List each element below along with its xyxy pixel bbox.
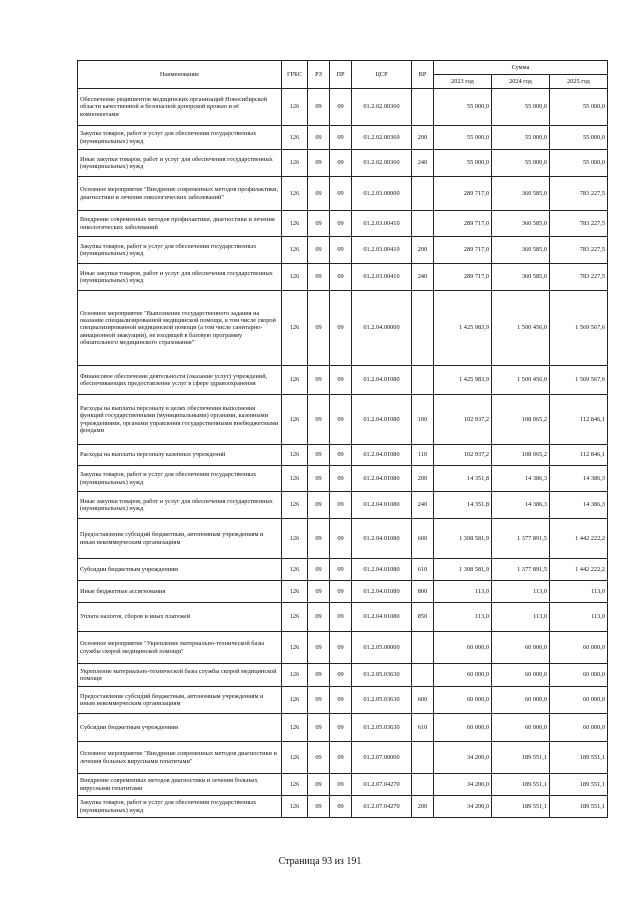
cell-csr: 01.2.04.01080 [352, 581, 412, 603]
cell-grbs: 126 [282, 519, 308, 559]
cell-grbs: 126 [282, 211, 308, 237]
cell-pr: 09 [330, 774, 352, 796]
cell-csr: 01.2.07.00000 [352, 742, 412, 774]
cell-y2025: 60 000,0 [550, 664, 608, 687]
header-year-2025: 2025 год [550, 75, 608, 89]
cell-csr: 01.2.03.00410 [352, 237, 412, 264]
cell-name: Внедрение современных методов профилактики, диагностики и лечения онкологических заболеваний [78, 211, 282, 237]
cell-csr: 01.2.05.03630 [352, 687, 412, 714]
cell-grbs: 126 [282, 714, 308, 742]
cell-grbs: 126 [282, 366, 308, 395]
cell-pr: 09 [330, 395, 352, 445]
cell-y2023: 14 351,8 [434, 492, 492, 519]
header-grbs: ГРБС [282, 61, 308, 89]
cell-grbs: 126 [282, 466, 308, 492]
cell-rz: 09 [308, 445, 330, 466]
cell-y2025: 783 227,5 [550, 264, 608, 291]
cell-rz: 09 [308, 774, 330, 796]
cell-name: Расходы на выплаты персоналу казенных учреждений [78, 445, 282, 466]
cell-grbs: 126 [282, 150, 308, 177]
cell-name: Предоставление субсидий бюджетным, автономным учреждениям и иным некоммерческим организациям [78, 519, 282, 559]
cell-vr [412, 774, 434, 796]
cell-y2024: 60 000,0 [492, 664, 550, 687]
cell-name: Финансовое обеспечение деятельности (оказание услуг) учреждений, обеспечивающих предоставление услуг в сфере здравоохранения [78, 366, 282, 395]
cell-y2023: 1 308 581,9 [434, 519, 492, 559]
cell-grbs: 126 [282, 264, 308, 291]
cell-vr [412, 291, 434, 366]
header-sum: Сумма [434, 61, 608, 75]
table-row [78, 466, 608, 492]
table-row [78, 796, 608, 818]
cell-pr: 09 [330, 366, 352, 395]
cell-y2025: 60 000,0 [550, 632, 608, 664]
cell-rz: 09 [308, 664, 330, 687]
cell-rz: 09 [308, 150, 330, 177]
cell-name: Расходы на выплаты персоналу в целях обеспечения выполнения функций государственными (муниципальными) органами, казенными учреждениями, органами управления государственными внебюджетными фондами [78, 395, 282, 445]
cell-y2023: 34 200,0 [434, 742, 492, 774]
cell-csr: 01.2.04.01080 [352, 395, 412, 445]
cell-vr: 600 [412, 519, 434, 559]
cell-csr: 01.2.05.00000 [352, 632, 412, 664]
cell-name: Закупка товаров, работ и услуг для обеспечения государственных (муниципальных) нужд [78, 466, 282, 492]
cell-pr: 09 [330, 603, 352, 632]
table-row [78, 126, 608, 150]
cell-y2024: 1 377 891,5 [492, 519, 550, 559]
cell-y2023: 55 000,0 [434, 126, 492, 150]
cell-y2024: 189 551,1 [492, 742, 550, 774]
cell-y2023: 55 000,0 [434, 150, 492, 177]
cell-csr: 01.2.02.00360 [352, 150, 412, 177]
cell-vr: 240 [412, 264, 434, 291]
cell-y2024: 360 585,0 [492, 264, 550, 291]
cell-pr: 09 [330, 687, 352, 714]
table-row [78, 237, 608, 264]
table-row [78, 632, 608, 664]
cell-y2025: 60 000,0 [550, 714, 608, 742]
cell-y2025: 14 386,3 [550, 466, 608, 492]
table-row [78, 519, 608, 559]
cell-grbs: 126 [282, 796, 308, 818]
cell-rz: 09 [308, 366, 330, 395]
cell-name: Основное мероприятие "Внедрение современных методов профилактики, диагностики и лечения онкологических заболеваний" [78, 177, 282, 211]
cell-y2024: 55 000,0 [492, 89, 550, 126]
cell-name: Основное мероприятие "Укрепление материально-технической базы службы скорой медицинской помощи" [78, 632, 282, 664]
cell-vr [412, 211, 434, 237]
cell-vr: 240 [412, 150, 434, 177]
cell-rz: 09 [308, 89, 330, 126]
cell-name: Основное мероприятие "Выполнение государственного задания на оказание специализированной медицинской помощи, в том числе скорой специализированной медицинской помощи (а том числе санитарно-авиационной эвакуации), не входящей в базовую программу обязательного медицинского страхования" [78, 291, 282, 366]
cell-y2025: 189 551,1 [550, 796, 608, 818]
cell-y2024: 1 377 891,5 [492, 559, 550, 581]
cell-y2025: 55 000,0 [550, 126, 608, 150]
cell-name: Внедрение современных методов диагностики и лечения больных вирусными гепатитами [78, 774, 282, 796]
cell-pr: 09 [330, 796, 352, 818]
cell-y2024: 189 551,1 [492, 774, 550, 796]
cell-y2023: 289 717,0 [434, 237, 492, 264]
cell-y2025: 55 000,0 [550, 150, 608, 177]
cell-vr: 110 [412, 445, 434, 466]
cell-vr: 200 [412, 466, 434, 492]
table-row [78, 264, 608, 291]
cell-rz: 09 [308, 687, 330, 714]
cell-grbs: 126 [282, 395, 308, 445]
cell-name: Субсидии бюджетным учреждениям [78, 714, 282, 742]
table-row [78, 664, 608, 687]
cell-grbs: 126 [282, 603, 308, 632]
cell-y2025: 1 569 567,6 [550, 366, 608, 395]
cell-rz: 09 [308, 264, 330, 291]
cell-y2025: 783 227,5 [550, 211, 608, 237]
cell-y2023: 289 717,0 [434, 177, 492, 211]
table-row [78, 211, 608, 237]
cell-vr: 200 [412, 237, 434, 264]
cell-y2023: 1 425 983,9 [434, 366, 492, 395]
cell-csr: 01.2.03.00410 [352, 211, 412, 237]
cell-vr [412, 366, 434, 395]
cell-csr: 01.2.05.03630 [352, 664, 412, 687]
cell-pr: 09 [330, 559, 352, 581]
cell-pr: 09 [330, 237, 352, 264]
cell-csr: 01.2.07.04270 [352, 796, 412, 818]
cell-grbs: 126 [282, 445, 308, 466]
cell-vr: 600 [412, 687, 434, 714]
cell-rz: 09 [308, 211, 330, 237]
cell-y2025: 14 386,3 [550, 492, 608, 519]
cell-grbs: 126 [282, 559, 308, 581]
cell-vr [412, 742, 434, 774]
cell-vr: 610 [412, 714, 434, 742]
cell-y2023: 34 200,0 [434, 796, 492, 818]
cell-pr: 09 [330, 714, 352, 742]
table-row [78, 742, 608, 774]
cell-csr: 01.2.03.00000 [352, 177, 412, 211]
cell-pr: 09 [330, 126, 352, 150]
cell-grbs: 126 [282, 126, 308, 150]
header-pr: ПР [330, 61, 352, 89]
cell-vr: 200 [412, 126, 434, 150]
cell-name: Иные закупки товаров, работ и услуг для обеспечения государственных (муниципальных) нужд [78, 264, 282, 291]
cell-grbs: 126 [282, 664, 308, 687]
cell-csr: 01.2.04.01080 [352, 366, 412, 395]
cell-grbs: 126 [282, 291, 308, 366]
table-row [78, 714, 608, 742]
cell-name: Иные закупки товаров, работ и услуг для обеспечения государственных (муниципальных) нужд [78, 150, 282, 177]
cell-y2023: 113,0 [434, 603, 492, 632]
cell-vr: 800 [412, 581, 434, 603]
cell-csr: 01.2.04.00000 [352, 291, 412, 366]
table-row [78, 559, 608, 581]
cell-vr: 850 [412, 603, 434, 632]
cell-grbs: 126 [282, 177, 308, 211]
header-rz: РЗ [308, 61, 330, 89]
cell-grbs: 126 [282, 492, 308, 519]
table-row [78, 687, 608, 714]
cell-rz: 09 [308, 466, 330, 492]
cell-name: Основное мероприятие "Внедрение современных методов диагностики и лечения больных вирусными гепатитами" [78, 742, 282, 774]
cell-pr: 09 [330, 466, 352, 492]
cell-y2023: 34 200,0 [434, 774, 492, 796]
header-vr: ВР [412, 61, 434, 89]
cell-grbs: 126 [282, 632, 308, 664]
cell-name: Закупка товаров, работ и услуг для обеспечения государственных (муниципальных) нужд [78, 237, 282, 264]
cell-y2023: 60 000,0 [434, 687, 492, 714]
cell-rz: 09 [308, 395, 330, 445]
cell-grbs: 126 [282, 742, 308, 774]
cell-vr: 240 [412, 492, 434, 519]
cell-rz: 09 [308, 291, 330, 366]
cell-csr: 01.2.04.01080 [352, 603, 412, 632]
cell-y2023: 55 000,0 [434, 89, 492, 126]
table-row [78, 366, 608, 395]
cell-y2025: 189 551,1 [550, 742, 608, 774]
cell-y2025: 783 227,5 [550, 177, 608, 211]
cell-y2024: 60 000,0 [492, 714, 550, 742]
cell-y2023: 60 000,0 [434, 664, 492, 687]
cell-y2024: 113,0 [492, 581, 550, 603]
table-body [78, 89, 608, 818]
cell-pr: 09 [330, 177, 352, 211]
cell-rz: 09 [308, 581, 330, 603]
cell-csr: 01.2.04.01080 [352, 559, 412, 581]
cell-y2024: 60 000,0 [492, 687, 550, 714]
table-row [78, 89, 608, 126]
cell-y2024: 60 000,0 [492, 632, 550, 664]
cell-pr: 09 [330, 664, 352, 687]
cell-pr: 09 [330, 519, 352, 559]
cell-csr: 01.2.04.01080 [352, 519, 412, 559]
cell-rz: 09 [308, 632, 330, 664]
cell-y2023: 1 425 983,9 [434, 291, 492, 366]
cell-pr: 09 [330, 445, 352, 466]
cell-csr: 01.2.02.00360 [352, 126, 412, 150]
cell-name: Уплата налогов, сборов и иных платежей [78, 603, 282, 632]
cell-pr: 09 [330, 632, 352, 664]
cell-y2025: 783 227,5 [550, 237, 608, 264]
cell-rz: 09 [308, 559, 330, 581]
cell-y2025: 189 551,1 [550, 774, 608, 796]
cell-pr: 09 [330, 742, 352, 774]
cell-y2025: 60 000,0 [550, 687, 608, 714]
cell-vr [412, 664, 434, 687]
cell-y2023: 289 717,0 [434, 211, 492, 237]
cell-y2024: 1 500 456,0 [492, 366, 550, 395]
table-row [78, 177, 608, 211]
cell-csr: 01.2.05.03630 [352, 714, 412, 742]
header-year-2024: 2024 год [492, 75, 550, 89]
cell-csr: 01.2.04.01080 [352, 445, 412, 466]
header-year-2023: 2023 год [434, 75, 492, 89]
cell-name: Иные бюджетные ассигнования [78, 581, 282, 603]
cell-rz: 09 [308, 519, 330, 559]
cell-csr: 01.2.04.01080 [352, 492, 412, 519]
cell-y2024: 55 000,0 [492, 126, 550, 150]
table-row [78, 774, 608, 796]
cell-vr: 100 [412, 395, 434, 445]
budget-table [77, 60, 608, 818]
cell-rz: 09 [308, 742, 330, 774]
cell-rz: 09 [308, 126, 330, 150]
cell-vr [412, 89, 434, 126]
cell-name: Закупка товаров, работ и услуг для обеспечения государственных (муниципальных) нужд [78, 126, 282, 150]
header-name: Наименование [78, 61, 282, 89]
cell-y2025: 112 846,1 [550, 445, 608, 466]
cell-pr: 09 [330, 581, 352, 603]
cell-y2023: 14 351,8 [434, 466, 492, 492]
cell-name: Субсидии бюджетным учреждениям [78, 559, 282, 581]
cell-rz: 09 [308, 492, 330, 519]
cell-rz: 09 [308, 237, 330, 264]
page-number: Страница 93 из 191 [278, 856, 362, 867]
cell-name: Закупка товаров, работ и услуг для обеспечения государственных (муниципальных) нужд [78, 796, 282, 818]
cell-pr: 09 [330, 89, 352, 126]
cell-y2025: 113,0 [550, 603, 608, 632]
table-row [78, 150, 608, 177]
table-row [78, 603, 608, 632]
cell-vr [412, 177, 434, 211]
cell-y2023: 102 937,2 [434, 445, 492, 466]
cell-y2023: 1 308 581,9 [434, 559, 492, 581]
cell-grbs: 126 [282, 774, 308, 796]
cell-name: Обеспечение реципиентов медицинских организаций Новосибирской области качественной и безопасной донорской кровью и её компонентами [78, 89, 282, 126]
cell-csr: 01.2.07.04270 [352, 774, 412, 796]
cell-grbs: 126 [282, 687, 308, 714]
cell-rz: 09 [308, 603, 330, 632]
cell-y2023: 102 937,2 [434, 395, 492, 445]
cell-pr: 09 [330, 264, 352, 291]
cell-csr: 01.2.03.00410 [352, 264, 412, 291]
cell-y2024: 14 386,3 [492, 466, 550, 492]
cell-y2024: 113,0 [492, 603, 550, 632]
cell-y2023: 289 717,0 [434, 264, 492, 291]
cell-y2025: 113,0 [550, 581, 608, 603]
table-row [78, 395, 608, 445]
cell-y2023: 113,0 [434, 581, 492, 603]
cell-csr: 01.2.02.00360 [352, 89, 412, 126]
cell-name: Предоставление субсидий бюджетным, автономным учреждениям и иным некоммерческим организациям [78, 687, 282, 714]
table-row [78, 581, 608, 603]
cell-grbs: 126 [282, 89, 308, 126]
cell-rz: 09 [308, 796, 330, 818]
cell-y2024: 360 585,0 [492, 211, 550, 237]
cell-y2025: 112 846,1 [550, 395, 608, 445]
cell-y2023: 60 000,0 [434, 714, 492, 742]
cell-vr [412, 632, 434, 664]
cell-y2024: 1 500 456,0 [492, 291, 550, 366]
cell-y2024: 189 551,1 [492, 796, 550, 818]
cell-pr: 09 [330, 492, 352, 519]
cell-grbs: 126 [282, 581, 308, 603]
cell-name: Иные закупки товаров, работ и услуг для обеспечения государственных (муниципальных) нужд [78, 492, 282, 519]
cell-vr: 200 [412, 796, 434, 818]
cell-y2025: 1 569 567,6 [550, 291, 608, 366]
cell-y2025: 1 442 222,2 [550, 559, 608, 581]
cell-pr: 09 [330, 150, 352, 177]
cell-pr: 09 [330, 211, 352, 237]
cell-name: Укрепление материально-технической базы службы скорой медицинской помощи [78, 664, 282, 687]
cell-y2025: 55 000,0 [550, 89, 608, 126]
header-csr: ЦСР [352, 61, 412, 89]
cell-y2024: 360 585,0 [492, 237, 550, 264]
cell-y2024: 108 065,2 [492, 395, 550, 445]
cell-vr: 610 [412, 559, 434, 581]
cell-y2024: 360 585,0 [492, 177, 550, 211]
cell-y2024: 55 000,0 [492, 150, 550, 177]
cell-pr: 09 [330, 291, 352, 366]
cell-rz: 09 [308, 714, 330, 742]
table-row [78, 291, 608, 366]
table-row [78, 492, 608, 519]
cell-csr: 01.2.04.01080 [352, 466, 412, 492]
cell-y2025: 1 442 222,2 [550, 519, 608, 559]
cell-grbs: 126 [282, 237, 308, 264]
cell-y2024: 108 065,2 [492, 445, 550, 466]
table-row [78, 445, 608, 466]
cell-y2023: 60 000,0 [434, 632, 492, 664]
cell-rz: 09 [308, 177, 330, 211]
cell-y2024: 14 386,3 [492, 492, 550, 519]
